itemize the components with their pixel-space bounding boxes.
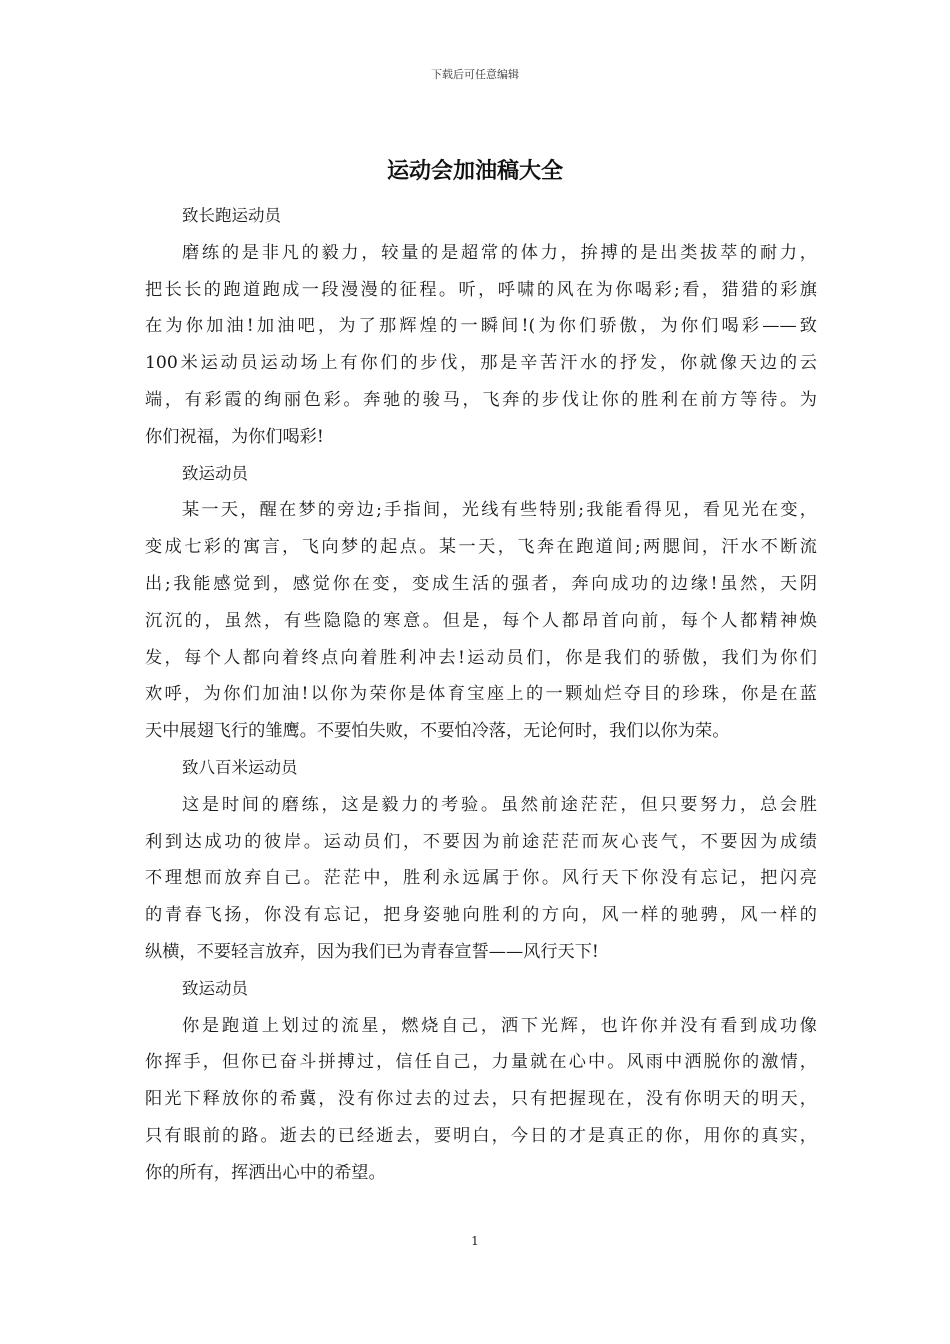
document-title: 运动会加油稿大全 [386, 158, 563, 184]
paragraph-line: 阳光下释放你的希冀，没有你过去的过去，只有把握现在，没有你明天的明天， [145, 1089, 817, 1110]
section-long-distance [145, 198, 817, 456]
paragraph-line: 变成七彩的寓言，飞向梦的起点。某一天，飞奔在跑道间;两腮间，汗水不断流 [145, 537, 817, 558]
section-athletes-1 [145, 456, 817, 750]
paragraph-line: 沉沉的，虽然，有些隐隐的寒意。但是，每个人都昂首向前，每个人都精神焕 [145, 610, 817, 631]
paragraph-line: 的青春飞扬，你没有忘记，把身姿驰向胜利的方向，风一样的驰骋，风一样的 [145, 905, 817, 926]
paragraph-line: 只有眼前的路。逝去的已经逝去，要明白，今日的才是真正的你，用你的真实， [145, 1125, 817, 1146]
paragraph-line: 你挥手，但你已奋斗拼搏过，信任自己，力量就在心中。风雨中洒脱你的激情， [145, 1052, 817, 1073]
section-heading: 致长跑运动员 [182, 206, 281, 225]
paragraph-line: 你的所有，挥洒出心中的希望。 [145, 1162, 386, 1183]
paragraph-line: 这是时间的磨练，这是毅力的考验。虽然前途茫茫，但只要努力，总会胜 [182, 794, 817, 815]
paragraph-line: 把长长的跑道跑成一段漫漫的征程。听，呼啸的风在为你喝彩;看，猎猎的彩旗 [145, 279, 817, 300]
paragraph-line: 欢呼，为你们加油!以你为荣你是体育宝座上的一颗灿烂夺目的珍珠，你是在蓝 [145, 684, 817, 705]
paragraph-line: 100米运动员运动场上有你们的步伐，那是辛苦汗水的抒发，你就像天边的云 [145, 353, 817, 374]
page-number: 1 [471, 1234, 479, 1248]
document-body [145, 198, 817, 1192]
paragraph-line: 端，有彩霞的绚丽色彩。奔驰的骏马，飞奔的步伐让你的胜利在前方等待。为 [145, 389, 817, 410]
paragraph-line: 发，每个人都向着终点向着胜利冲去!运动员们，你是我们的骄傲，我们为你们 [145, 647, 817, 668]
section-athletes-2 [145, 971, 817, 1192]
paragraph-line: 磨练的是非凡的毅力，较量的是超常的体力，拚搏的是出类拔萃的耐力， [182, 242, 817, 263]
page-header-note: 下载后可任意编辑 [431, 68, 519, 81]
paragraph-line: 某一天，醒在梦的旁边;手指间，光线有些特别;我能看得见，看见光在变， [182, 500, 817, 521]
section-800m [145, 750, 817, 971]
paragraph-line: 在为你加油!加油吧，为了那辉煌的一瞬间!(为你们骄傲，为你们喝彩——致 [145, 316, 817, 337]
paragraph-line: 你们祝福，为你们喝彩! [145, 426, 324, 447]
paragraph-line: 不理想而放弃自己。茫茫中，胜利永远属于你。风行天下你没有忘记，把闪亮 [145, 868, 817, 889]
paragraph-line: 出;我能感觉到，感觉你在变，变成生活的强者，奔向成功的边缘!虽然，天阴 [145, 573, 817, 594]
paragraph-line: 天中展翅飞行的雏鹰。不要怕失败，不要怕冷落，无论何时，我们以你为荣。 [145, 721, 730, 742]
section-heading: 致运动员 [182, 463, 248, 483]
paragraph-line: 你是跑道上划过的流星，燃烧自己，洒下光辉，也许你并没有看到成功像 [182, 1015, 817, 1036]
section-heading: 致八百米运动员 [182, 757, 298, 777]
paragraph-line: 利到达成功的彼岸。运动员们，不要因为前途茫茫而灰心丧气，不要因为成绩 [145, 831, 817, 852]
paragraph-line: 纵横，不要轻言放弃，因为我们已为青春宣誓——风行天下! [145, 941, 599, 962]
section-heading: 致运动员 [182, 978, 248, 998]
